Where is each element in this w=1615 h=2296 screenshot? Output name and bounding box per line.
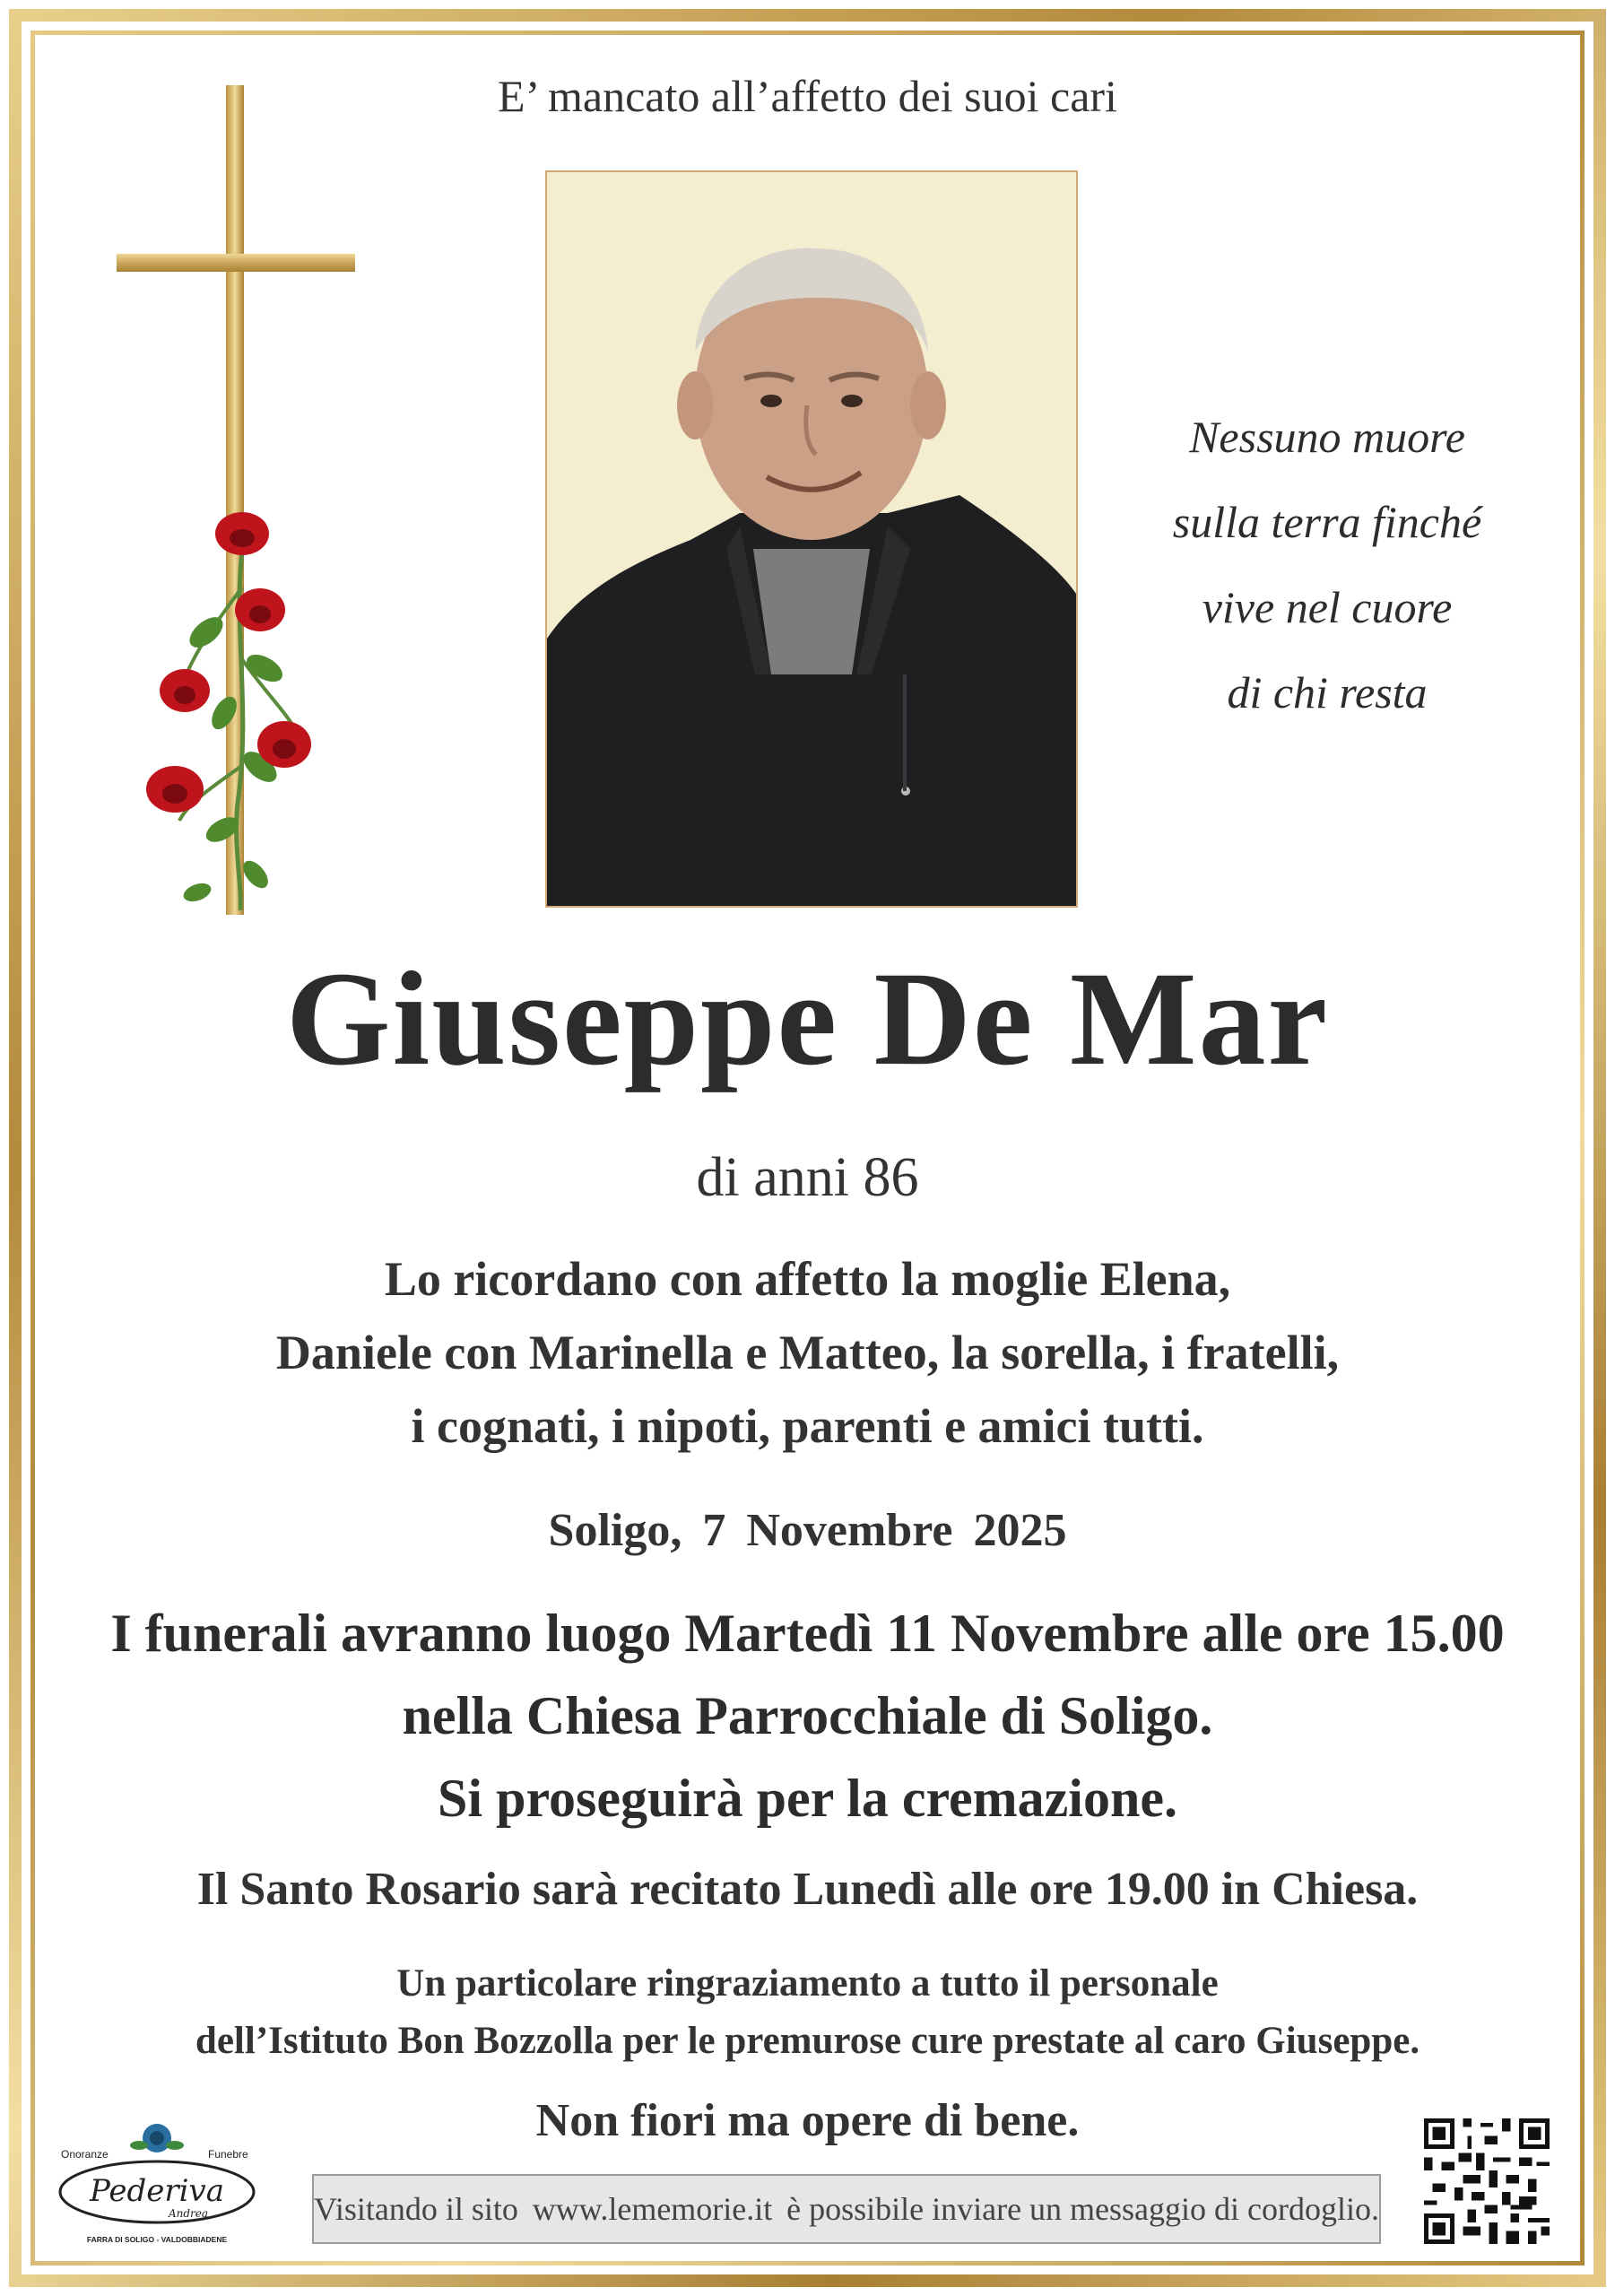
deceased-name: Giuseppe De Mar [285,944,1330,1093]
website-prefix: Visitando il sito [314,2191,518,2227]
qr-code-icon[interactable] [1424,2118,1550,2244]
funeral-line: I funerali avranno luogo Martedì 11 Novembre alle ore 15.00 [110,1604,1505,1663]
cross-with-roses-icon [108,85,377,924]
thanks-message [0,1955,1615,2070]
closing-line: Non fiori ma opere di bene. [535,2095,1080,2146]
memorial-quote [1098,395,1556,735]
logo-name: Pederiva [90,2173,224,2209]
funeral-line: Si proseguirà per la cremazione. [438,1769,1177,1828]
family-line: Lo ricordano con affetto la moglie Elena, [384,1252,1231,1306]
logo-place: FARRA DI SOLIGO - VALDOBBIADENE [86,2235,228,2244]
family-line: Daniele con Marinella e Matteo, la sorella, i fratelli, [275,1326,1340,1379]
funeral-line: nella Chiesa Parrocchiale di Soligo. [402,1686,1213,1745]
funeral-home-logo [54,2118,260,2253]
thanks-line: Un particolare ringraziamento a tutto il personale [396,1962,1219,2005]
quote-line: Nessuno muore [1189,412,1465,462]
logo-subname: Andrea [168,2207,209,2220]
logo-top-left: Onoranze [61,2148,109,2161]
website-link[interactable]: www.lememorie.it [532,2191,773,2227]
family-line: i cognati, i nipoti, parenti e amici tutti. [411,1399,1204,1453]
family-message [0,1242,1615,1463]
place-date: Soligo, 7 Novembre 2025 [548,1505,1067,1556]
deceased-age: di anni 86 [696,1147,919,1208]
rosary-info: Il Santo Rosario sarà recitato Lunedì alle ore 19.00 in Chiesa. [196,1864,1419,1915]
thanks-line: dell’Istituto Bon Bozzolla per le premurose cure prestate al caro Giuseppe. [195,2020,1420,2062]
logo-top-right: Funebre [208,2148,248,2161]
quote-line: di chi resta [1227,667,1428,718]
funeral-info [0,1592,1615,1839]
website-banner [312,2174,1381,2244]
intro-line: E’ mancato all’affetto dei suoi cari [498,71,1117,121]
portrait-image [547,172,1076,906]
website-suffix: è possibile inviare un messaggio di cordoglio. [786,2191,1379,2227]
portrait-photo [545,170,1078,908]
quote-line: sulla terra finché [1172,497,1482,547]
quote-line: vive nel cuore [1202,582,1453,632]
rose-icon [130,2124,184,2152]
